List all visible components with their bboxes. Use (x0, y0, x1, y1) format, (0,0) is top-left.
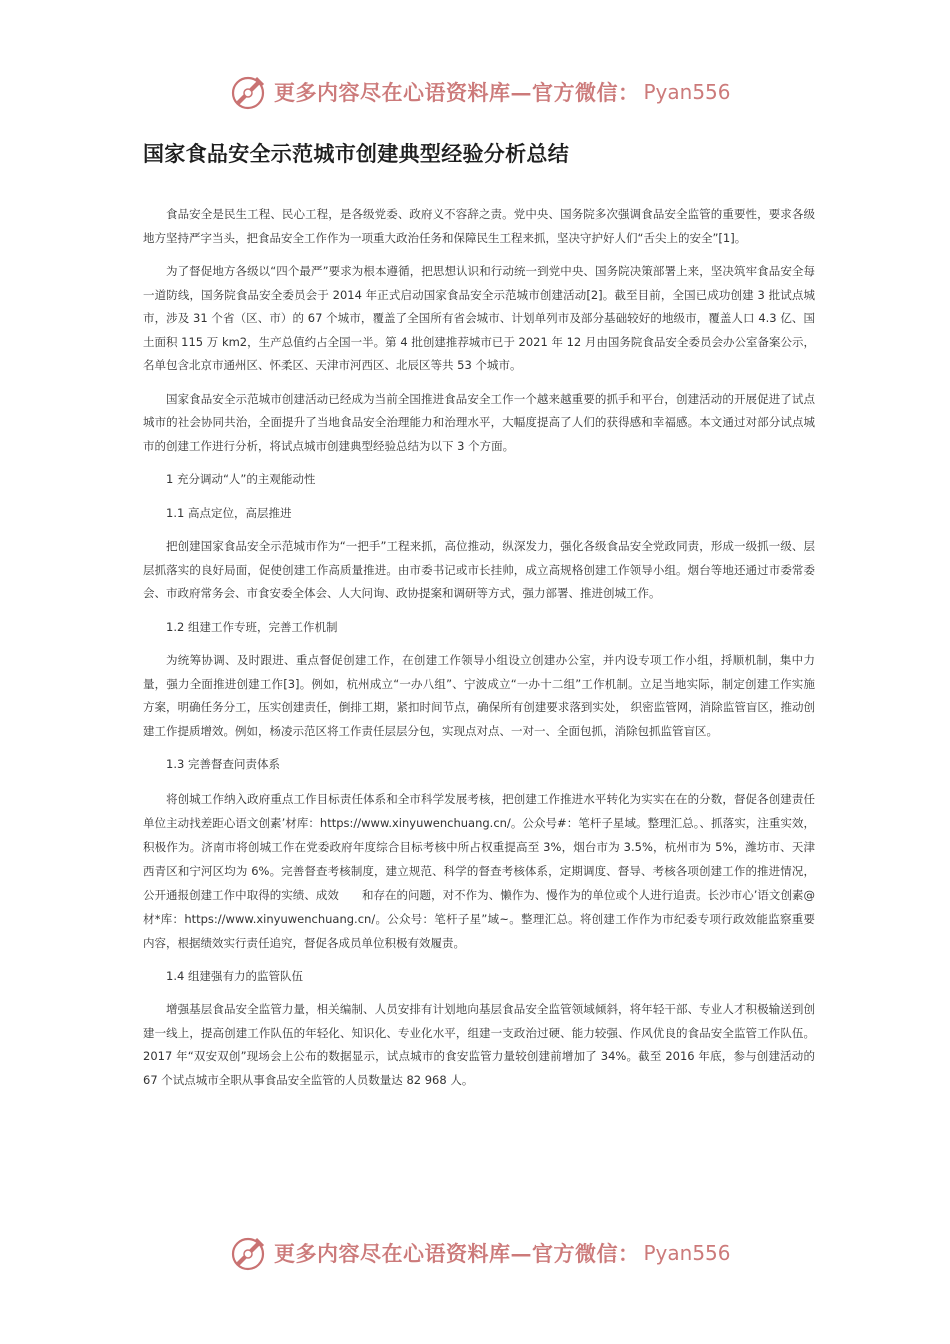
watermark-text: 更多内容尽在心语资料库—官方微信： (274, 1241, 640, 1266)
section-heading-1-3: 1.3 完善督查问责体系 (166, 757, 280, 771)
paragraph-1-3: 将创城工作纳入政府重点工作目标责任体系和全市科学发展考核，把创建工作推进水平转化为实实在在的分数，督促各创建责任单位主动找差距心语文创素’材库：https://www.xinyuwenchuang.cn/。公众号#：笔杆子星域。整理汇总。、抓落实，注重实效，积极作为。济南市将创城工作在党委政府年度综合目标考核中所占权重提高至 3%，烟台市为 3.5%，杭州市为 5%，潍坊市、天津西青区和宁河区均为 6%。完善督查考核制度，建立规范、科学的督查考核体系，定期调度、督导、考核各项创建工作的推进情况，公开通报创建工作中取得的实绩、成效 和存在的问题，对不作为、懒作为、慢作为的单位或个人进行追责。长沙市心’语文创素@材*库：https://www.xinyuwenchuang.cn/。公众号：笔杆子星”域~。整理汇总。将创建工作作为市纪委专项行政效能监察重要内容，根据绩效实行责任追究，督促各成员单位积极有效履责。 (143, 791, 815, 950)
document-body (143, 203, 815, 1102)
logo-icon (228, 72, 268, 112)
watermark-text: 更多内容尽在心语资料库—官方微信： (274, 80, 640, 105)
section-heading-1-1: 1.1 高点定位，高层推进 (166, 505, 292, 520)
watermark-banner-top (228, 72, 748, 112)
section-heading-1-4: 1.4 组建强有力的监管队伍 (166, 968, 303, 983)
section-heading-1-2: 1.2 组建工作专班，完善工作机制 (166, 619, 338, 634)
paragraph-1-1: 把创建国家食品安全示范城市作为“一把手”工程来抓，高位推动，纵深发力，强化各级食品安全党政同责，形成一级抓一级、层层抓落实的良好局面，促使创建工作高质量推进。由市委书记或市长挂帅，成立高规格创建工作领导小组。烟台等地还通过市委常委会、市政府常务会、市食安委全体会、人大问询、政协提案和调研等方式，强力部署、推进创城工作。 (143, 539, 815, 600)
paragraph-intro: 食品安全是民生工程、民心工程，是各级党委、政府义不容辞之责。党中央、国务院多次强调食品安全监管的重要性，要求各级地方坚持严字当头，把食品安全工作作为一项重大政治任务和保障民生工程来抓，坚决守护好人们“舌尖上的安全”[1]。 (143, 207, 815, 245)
watermark-handle: Pyan556 (643, 1241, 731, 1265)
paragraph-1-2: 为统筹协调、及时跟进、重点督促创建工作，在创建工作领导小组设立创建办公室，并内设专项工作小组，捋顺机制，集中力量，强力全面推进创建工作[3]。例如，杭州成立“一办八组”、宁波成立“一办十二组”工作机制。立足当地实际，制定创建工作实施方案，明确任务分工，压实创建责任，倒排工期，紧扣时间节点，确保所有创建要求落到实处， 织密监管网，消除监管盲区，推动创建工作提质增效。例如，杨凌示范区将工作责任层层分包，实现点对点、一对一、全面包抓，消除包抓监管盲区。 (143, 653, 815, 738)
paragraph-overview: 国家食品安全示范城市创建活动已经成为当前全国推进食品安全工作一个越来越重要的抓手和平台，创建活动的开展促进了试点城市的社会协同共治，全面提升了当地食品安全治理能力和治理水平，大幅度提高了人们的获得感和幸福感。本文通过对部分试点城市的创建工作进行分析，将试点城市创建典型经验总结为以下 3 个方面。 (143, 391, 815, 453)
section-heading-1: 1 充分调动“人”的主观能动性 (166, 472, 316, 486)
watermark-banner-bottom (228, 1233, 748, 1273)
document-title: 国家食品安全示范城市创建典型经验分析总结 (143, 142, 569, 166)
logo-icon (228, 1233, 268, 1273)
watermark-handle: Pyan556 (643, 80, 731, 104)
paragraph-1-4: 增强基层食品安全监管力量，相关编制、人员安排有计划地向基层食品安全监管领域倾斜，将年轻干部、专业人才积极输送到创建一线上，提高创建工作队伍的年轻化、知识化、专业化水平，组建一支政治过硬、能力较强、作风优良的食品安全监管工作队伍。2017 年“双安双创”现场会上公布的数据显示，试点城市的食安监管力量较创建前增加了 34%。截至 2016 年底，参与创建活动的 67 个试点城市全职从事食品安全监管的人员数量达 82 968 人。 (143, 1002, 815, 1087)
paragraph-background: 为了督促地方各级以“四个最严”要求为根本遵循，把思想认识和行动统一到党中央、国务院决策部署上来，坚决筑牢食品安全每一道防线，国务院食品安全委员会于 2014 年正式启动国家食品安全示范城市创建活动[2]。截至目前，全国已成功创建 3 批试点城市，涉及 31 个省（区、市）的 67 个城市，覆盖了全国所有省会城市、计划单列市及部分基础较好的地级市，覆盖人口 4.3 亿、国土面积 115 万 km2，生产总值约占全国一半。第 4 批创建推荐城市已于 2021 年 12 月由国务院食品安全委员会办公室备案公示，名单包含北京市通州区、怀柔区、天津市河西区、北辰区等共 53 个城市。 (143, 264, 815, 372)
